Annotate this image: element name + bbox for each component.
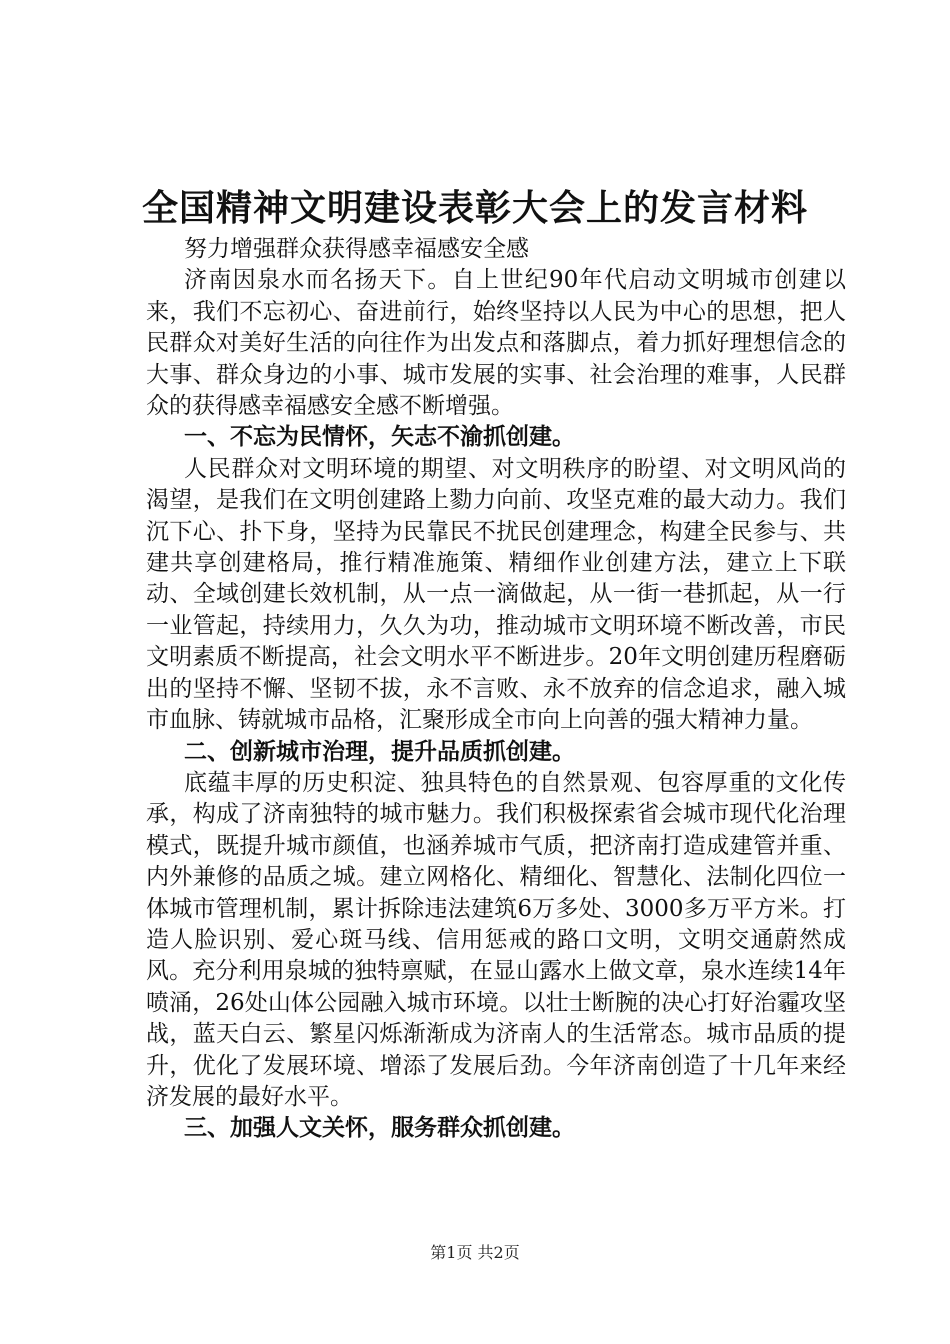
page-footer (0, 1242, 950, 1264)
section-heading-3: 三、加强人文关怀，服务群众抓创建。 (184, 1115, 575, 1142)
paragraph-intro: 济南因泉水而名扬天下。自上世纪90年代启动文明城市创建以来，我们不忘初心、奋进前行，始终坚持以人民为中心的思想，把人民群众对美好生活的向往作为出发点和落脚点，着力抓好理想信念的大事、群众身边的小事、城市发展的实事、社会治理的难事，人民群众的获得感幸福感安全感不断增强。 (146, 267, 846, 420)
paragraph-section-1: 人民群众对文明环境的期望、对文明秩序的盼望、对文明风尚的渴望，是我们在文明创建路上勠力向前、攻坚克难的最大动力。我们沉下心、扑下身，坚持为民靠民不扰民创建理念，构建全民参与、共建共享创建格局，推行精准施策、精细作业创建方法，建立上下联动、全域创建长效机制，从一点一滴做起，从一街一巷抓起，从一行一业管起，持续用力，久久为功，推动城市文明环境不断改善，市民文明素质不断提高，社会文明水平不断进步。20年文明创建历程磨砺出的坚持不懈、坚韧不拔，永不言败、永不放弃的信念追求，融入城市血脉、铸就城市品格，汇聚形成全市向上向善的强大精神力量。 (146, 455, 846, 734)
document-title: 全国精神文明建设表彰大会上的发言材料 (141, 188, 808, 229)
page-indicator: 第1页 共2页 (430, 1243, 520, 1262)
document-body (146, 234, 846, 1145)
document-subtitle: 努力增强群众获得感幸福感安全感 (184, 236, 529, 262)
section-heading-1: 一、不忘为民情怀，矢志不渝抓创建。 (184, 424, 575, 451)
paragraph-section-2: 底蕴丰厚的历史积淀、独具特色的自然景观、包容厚重的文化传承，构成了济南独特的城市魅力。我们积极探索省会城市现代化治理模式，既提升城市颜值，也涵养城市气质，把济南打造成建管并重、内外兼修的品质之城。建立网格化、精细化、智慧化、法制化四位一体城市管理机制，累计拆除违法建筑6万多处、3000多万平方米。打造人脸识别、爱心斑马线、信用惩戒的路口文明，文明交通蔚然成风。充分利用泉城的独特禀赋，在显山露水上做文章，泉水连续14年喷涌，26处山体公园融入城市环境。以壮士断腕的决心打好治霾攻坚战，蓝天白云、繁星闪烁渐渐成为济南人的生活常态。城市品质的提升，优化了发展环境、增添了发展后劲。今年济南创造了十几年来经济发展的最好水平。 (146, 769, 846, 1110)
section-heading-2: 二、创新城市治理，提升品质抓创建。 (184, 738, 575, 765)
